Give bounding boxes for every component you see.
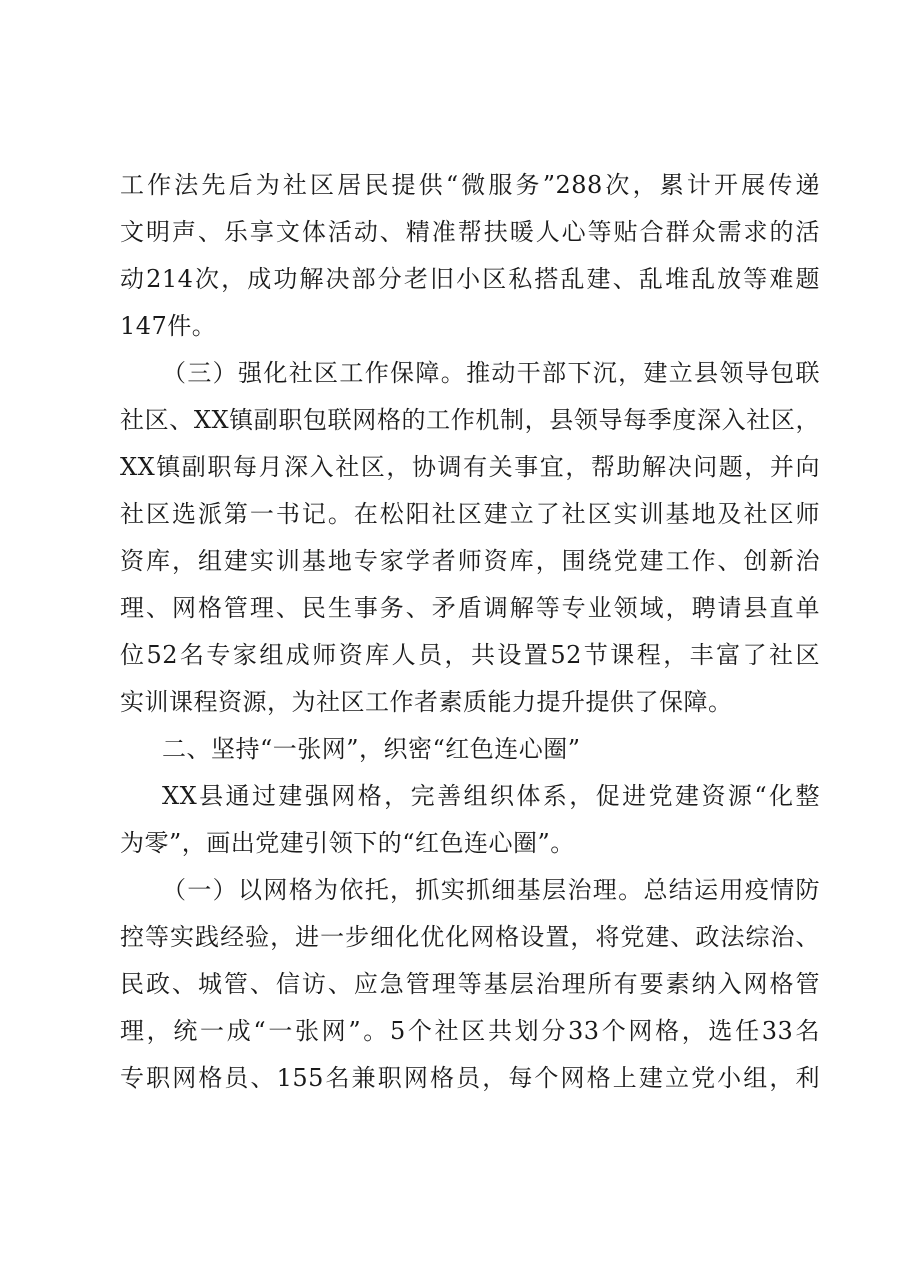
text-line: 文明声、乐享文体活动、精准帮扶暖人心等贴合群众需求的活 [120, 218, 820, 246]
text-line: 位52名专家组成师资库人员，共设置52节课程，丰富了社区 [120, 641, 820, 669]
text-line: 理，统一成“一张网”。5个社区共划分33个网格，选任33名 [120, 1017, 820, 1045]
text-line: 社区选派第一书记。在松阳社区建立了社区实训基地及社区师 [120, 500, 820, 528]
document-body [120, 162, 820, 1102]
text-line: 社区、XX镇副职包联网格的工作机制，县领导每季度深入社区， [120, 406, 820, 434]
text-line: 民政、城管、信访、应急管理等基层治理所有要素纳入网格管 [120, 970, 820, 998]
text-line: 工作法先后为社区居民提供“微服务”288次，累计开展传递 [120, 171, 820, 199]
text-line: （三）强化社区工作保障。推动干部下沉，建立县领导包联 [162, 359, 820, 387]
text-line: 实训课程资源，为社区工作者素质能力提升提供了保障。 [120, 688, 733, 716]
text-line: 147件。 [120, 312, 217, 340]
text-line: 动214次，成功解决部分老旧小区私搭乱建、乱堆乱放等难题 [120, 265, 820, 293]
text-line: （一）以网格为依托，抓实抓细基层治理。总结运用疫情防 [162, 876, 820, 904]
text-line: XX县通过建强网格，完善组织体系，促进党建资源“化整 [162, 782, 820, 810]
text-line: 理、网格管理、民生事务、矛盾调解等专业领域，聘请县直单 [120, 594, 820, 622]
text-line: XX镇副职每月深入社区，协调有关事宜，帮助解决问题，并向 [120, 453, 820, 481]
text-line: 专职网格员、155名兼职网格员，每个网格上建立党小组，利 [120, 1064, 820, 1092]
text-line: 控等实践经验，进一步细化优化网格设置，将党建、政法综治、 [120, 923, 820, 951]
text-line: 二、坚持“一张网”，织密“红色连心圈” [162, 735, 581, 763]
text-line: 为零”，画出党建引领下的“红色连心圈”。 [120, 829, 575, 857]
text-line: 资库，组建实训基地专家学者师资库，围绕党建工作、创新治 [120, 547, 820, 575]
